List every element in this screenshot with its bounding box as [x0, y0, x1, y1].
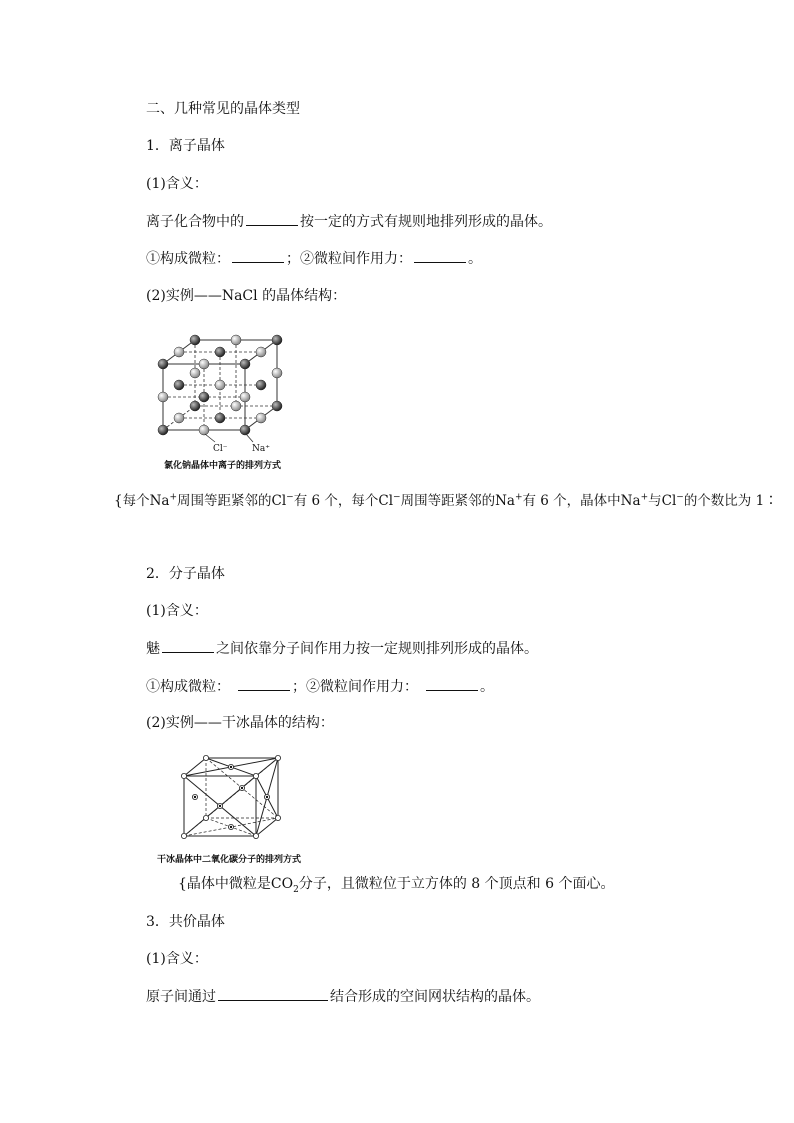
dry-ice-figure-caption: 干冰晶体中二氧化碳分子的排列方式 [157, 855, 302, 865]
ionic-note-sup1: + [169, 492, 178, 503]
covalent-heading: 3．共价晶体 [146, 914, 225, 930]
nacl-lattice-figure [155, 332, 285, 460]
ionic-note-d: 周围等距紧邻的Na [400, 493, 515, 509]
ionic-meaning-label: (1)含义： [146, 176, 208, 192]
ionic-note-sup6: − [676, 492, 684, 503]
ionic-note-g: 的个数比为 1∶ [683, 493, 778, 509]
molecular-meaning-label: (1)含义： [146, 603, 208, 619]
ionic-note-e: 有 6 个，晶体中Na [522, 493, 641, 509]
ionic-definition-pre: 离子化合物中的 [146, 214, 244, 230]
ionic-note-brace: { [114, 493, 123, 509]
ionic-note-sup3: − [393, 492, 401, 503]
molecular-definition-pre: 魅 [146, 641, 160, 657]
ionic-note-c: 有 6 个，每个Cl [293, 493, 394, 509]
molecular-definition-post: 之间依靠分子间作用力按一定规则排列形成的晶体。 [216, 641, 538, 657]
ionic-definition [146, 211, 552, 232]
ionic-note [114, 491, 778, 511]
molecular-sep: ；②微粒间作用力： [292, 679, 418, 695]
ionic-heading: 1．离子晶体 [146, 138, 225, 154]
ionic-end: 。 [468, 251, 482, 267]
nacl-label-na: Na⁺ [252, 444, 270, 454]
molecular-particles-blank[interactable] [238, 676, 290, 691]
molecular-heading: 2．分子晶体 [146, 566, 225, 582]
molecular-particles [146, 676, 494, 697]
ionic-note-f: 与Cl [648, 493, 677, 509]
molecular-example-label: (2)实例——干冰晶体的结构： [146, 715, 334, 731]
molecular-note-brace: { [178, 876, 187, 892]
molecular-definition-blank[interactable] [162, 638, 214, 653]
molecular-force-blank[interactable] [426, 676, 478, 691]
ionic-sep: ；②微粒间作用力： [286, 251, 412, 267]
molecular-note-a: 晶体中微粒是CO [186, 876, 294, 892]
molecular-definition [146, 638, 538, 659]
molecular-end: 。 [480, 679, 494, 695]
covalent-definition-pre: 原子间通过 [146, 989, 216, 1005]
dry-ice-lattice-figure [176, 752, 284, 844]
nacl-figure-caption: 氯化钠晶体中离子的排列方式 [164, 461, 282, 471]
ionic-definition-blank[interactable] [246, 211, 298, 226]
ionic-definition-post: 按一定的方式有规则地排列形成的晶体。 [300, 214, 552, 230]
ionic-force-blank[interactable] [414, 248, 466, 263]
molecular-particles-label: ①构成微粒： [146, 679, 230, 695]
covalent-definition [146, 986, 540, 1007]
ionic-example-label: (2)实例——NaCl 的晶体结构： [146, 288, 347, 304]
ionic-particles [146, 248, 482, 269]
molecular-note [178, 874, 614, 894]
ionic-note-sup2: − [286, 492, 294, 503]
molecular-note-b: 分子，且微粒位于立方体的 8 个顶点和 6 个面心。 [298, 876, 615, 892]
ionic-note-a: 每个Na [122, 493, 170, 509]
ionic-particles-blank[interactable] [232, 248, 284, 263]
covalent-meaning-label: (1)含义： [146, 951, 208, 967]
ionic-note-sup4: + [514, 492, 523, 503]
ionic-particles-label: ①构成微粒： [146, 251, 230, 267]
section-title: 二、几种常见的晶体类型 [146, 101, 300, 117]
nacl-label-cl: Cl⁻ [213, 444, 228, 454]
covalent-definition-blank[interactable] [218, 986, 328, 1001]
ionic-note-sup5: + [640, 492, 649, 503]
covalent-definition-post: 结合形成的空间网状结构的晶体。 [330, 989, 540, 1005]
molecular-note-sub: 2 [293, 884, 299, 895]
ionic-note-b: 周围等距紧邻的Cl [177, 493, 287, 509]
